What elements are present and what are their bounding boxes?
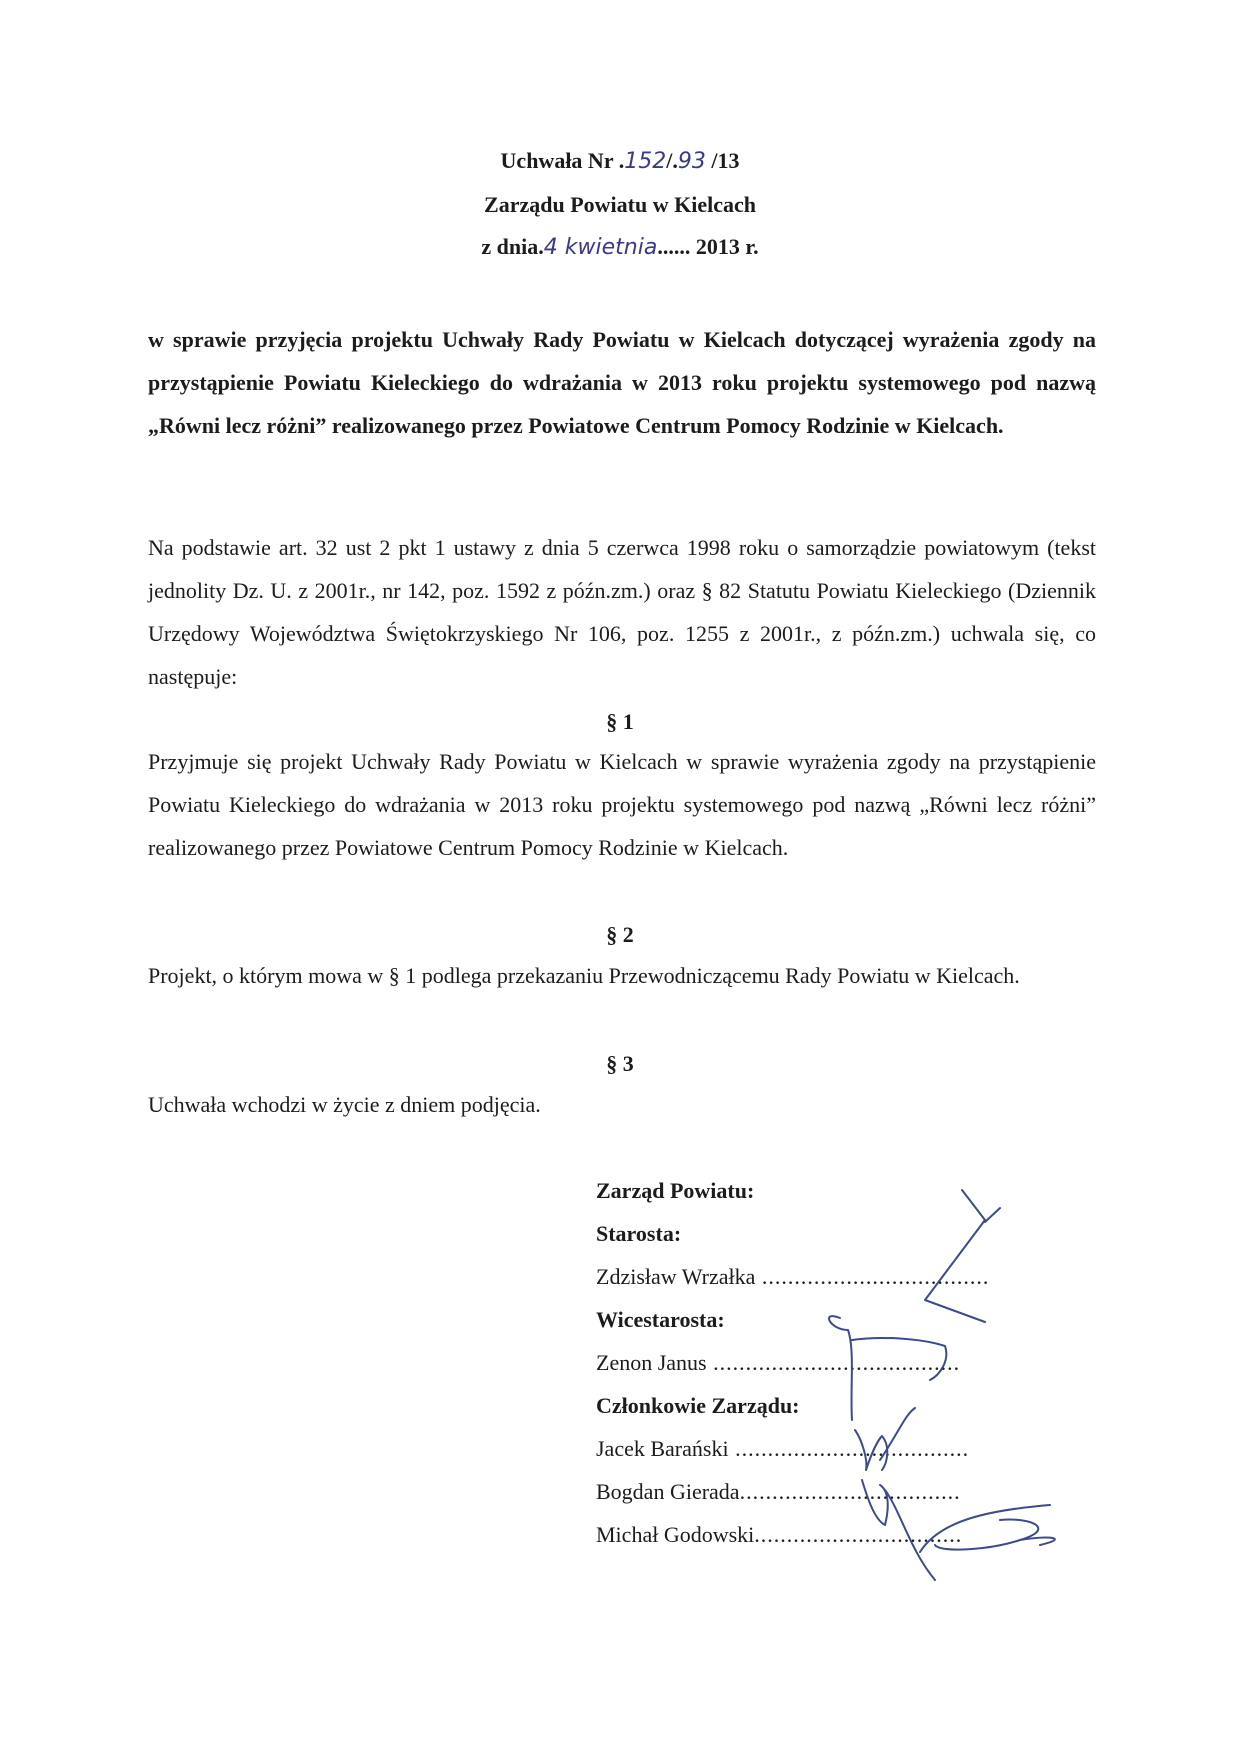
issuing-body: Zarządu Powiatu w Kielcach [484, 192, 756, 217]
starosta-label: Starosta: [596, 1221, 682, 1246]
board-label: Zarząd Powiatu: [596, 1178, 755, 1203]
handwritten-number-2: 93 [677, 149, 706, 174]
resolution-number [0, 150, 1240, 173]
date-prefix: z dnia. [481, 234, 544, 259]
section-1-text: Przyjmuje się projekt Uchwały Rady Powiatu w Kielcach w sprawie wyrażenia zgody na przystąpienie Powiatu Kieleckiego do wdrażania w 2013 roku projektu systemowego pod nazwą „Równi lecz różni” realizowanego przez Powiatowe Centrum Pomocy Rodzinie w Kielcach. [148, 749, 1096, 860]
section-3-mark: § 3 [606, 1051, 634, 1076]
member-1-signature-line [596, 1438, 969, 1460]
wicestarosta-signature-line [596, 1352, 960, 1374]
resolution-date [0, 236, 1240, 259]
starosta-signature-line [596, 1266, 989, 1288]
signature-dots: ...................................... [706, 1350, 961, 1375]
resolution-number-prefix: Uchwała Nr . [500, 148, 625, 173]
resolution-year: /13 [705, 148, 740, 173]
date-suffix: ...... 2013 r. [657, 234, 759, 259]
section-2-mark: § 2 [606, 922, 634, 947]
handwritten-number: 152 [624, 149, 667, 174]
section-3-text: Uchwała wchodzi w życie z dniem podjęcia. [148, 1092, 541, 1117]
members-label: Członkowie Zarządu: [596, 1393, 800, 1418]
resolution-number-separator: /. [666, 148, 678, 173]
section-2-text: Projekt, o którym mowa w § 1 podlega przekazaniu Przewodniczącemu Rady Powiatu w Kielcach. [148, 963, 1020, 988]
member-3-name: Michał Godowski [596, 1522, 755, 1547]
resolution-subject: w sprawie przyjęcia projektu Uchwały Rady Powiatu w Kielcach dotyczącej wyrażenia zgody na przystąpienie Powiatu Kieleckiego do wdrażania w 2013 roku projektu systemowego pod nazwą „Równi lecz różni” realizowanego przez Powiatowe Centrum Pomocy Rodzinie w Kielcach. [148, 327, 1096, 438]
signature-dots: ................................ [754, 1522, 963, 1547]
legal-basis-paragraph: Na podstawie art. 32 ust 2 pkt 1 ustawy z dnia 5 czerwca 1998 roku o samorządzie powiatowym (tekst jednolity Dz. U. z 2001r., nr 142, poz. 1592 z późn.zm.) oraz § 82 Statutu Powiatu Kieleckiego (Dziennik Urzędowy Województwa Świętokrzyskiego Nr 106, poz. 1255 z 2001r., z późn.zm.) uchwala się, co następuje: [148, 535, 1096, 689]
section-1-mark: § 1 [606, 709, 634, 734]
signature-dots: ................................... [755, 1264, 990, 1289]
handwritten-date: 4 kwietnia [543, 235, 658, 260]
member-2-name: Bogdan Gierada [596, 1479, 740, 1504]
signature-dots: .................................... [728, 1436, 970, 1461]
starosta-name: Zdzisław Wrzałka [596, 1264, 756, 1289]
member-3-signature-line [596, 1524, 962, 1546]
wicestarosta-label: Wicestarosta: [596, 1307, 725, 1332]
member-2-signature-line [596, 1481, 961, 1503]
wicestarosta-name: Zenon Janus [596, 1350, 707, 1375]
signature-starosta [925, 1190, 1000, 1322]
member-1-name: Jacek Barański [596, 1436, 729, 1461]
signature-dots: .................................. [739, 1479, 961, 1504]
